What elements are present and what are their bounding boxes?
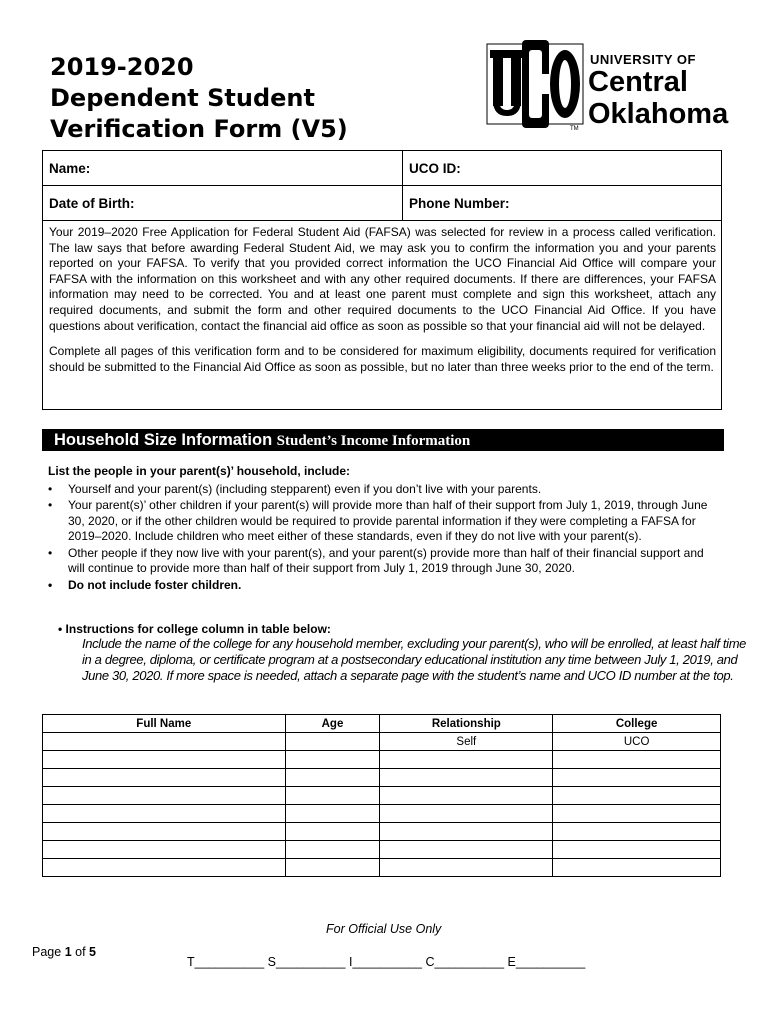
- cell-full-name[interactable]: [43, 841, 286, 859]
- phone-field[interactable]: [403, 186, 722, 221]
- initial-e: E__________: [507, 955, 586, 969]
- cell-age[interactable]: [285, 769, 380, 787]
- cell-age[interactable]: [285, 733, 380, 751]
- college-instructions-body: Include the name of the college for any household member, excluding your parent(s), who will be enrolled, at least half time in a degree, diploma, or certificate program at a postsecondary educational institution any time between July 1, 2019, and June 30, 2020. If more space is needed, attach a separate page with the student’s name and UCO ID number at the top.: [82, 636, 747, 683]
- page-of: of: [75, 945, 86, 959]
- section-title: Household Size Information: [54, 431, 273, 449]
- official-initials: [187, 955, 585, 969]
- header-college: College: [553, 715, 721, 733]
- table-row: [43, 859, 721, 877]
- initial-i: I__________: [348, 955, 422, 969]
- phone-label: Phone Number:: [409, 195, 510, 211]
- student-info-table: [42, 150, 722, 221]
- uco-letter-o: [550, 50, 580, 118]
- cell-age[interactable]: [285, 805, 380, 823]
- household-list: [48, 464, 716, 594]
- intro-paragraph-2: Complete all pages of this verification form and to be considered for maximum eligibility, documents required for verification should be submitted to the Financial Aid Office as soon as possible, but no later than three weeks prior to the end of the term.: [49, 344, 716, 374]
- student-info-row-2: [43, 186, 722, 221]
- uco-logo-mark: [484, 36, 586, 132]
- header-age: Age: [285, 715, 380, 733]
- cell-college[interactable]: [553, 787, 721, 805]
- list-item-no-foster: • Do not include foster children.: [48, 578, 716, 594]
- table-row: [43, 751, 721, 769]
- cell-full-name[interactable]: [43, 823, 286, 841]
- cell-relationship[interactable]: [380, 805, 553, 823]
- table-row: [43, 769, 721, 787]
- cell-relationship[interactable]: [380, 751, 553, 769]
- uco-logo: [484, 36, 744, 132]
- initial-c: C__________: [425, 955, 505, 969]
- cell-college[interactable]: [553, 823, 721, 841]
- section-subtitle: Student’s Income Information: [276, 433, 471, 449]
- cell-full-name[interactable]: [43, 859, 286, 877]
- header-relationship: Relationship: [380, 715, 553, 733]
- cell-age[interactable]: [285, 787, 380, 805]
- list-item: • Yourself and your parent(s) (including stepparent) even if you don’t live with your parents.: [48, 482, 716, 498]
- logo-university-of: UNIVERSITY OF: [590, 52, 696, 67]
- cell-college[interactable]: UCO: [553, 733, 721, 751]
- header-full-name: Full Name: [43, 715, 286, 733]
- cell-college[interactable]: [553, 751, 721, 769]
- uco-id-field[interactable]: [403, 151, 722, 186]
- intro-paragraph-1: Your 2019–2020 Free Application for Federal Student Aid (FAFSA) was selected for review in a process called verification. The law says that before awarding Federal Student Aid, we may ask you to confirm the information you and your parents reported on your FAFSA. To verify that you provided correct information the UCO Financial Aid Office will compare your FAFSA with the information on this worksheet and with any other required documents. If there are differences, your FAFSA information may need to be corrected. You and at least one parent must complete and sign this worksheet, attach any required documents, and submit the form and other required documents to the UCO Financial Aid Office. If you have questions about verification, contact the financial aid office as soon as possible so that your financial aid will not be delayed.: [49, 225, 716, 333]
- table-row: [43, 841, 721, 859]
- list-item: • Other people if they now live with your parent(s), and your parent(s) provide more than half of their financial support and will continue to provide more than half of their support from July 1, 2019 through June 30, 2020.: [48, 546, 716, 577]
- dob-field[interactable]: [43, 186, 403, 221]
- cell-age[interactable]: [285, 823, 380, 841]
- initial-t: T__________: [187, 955, 265, 969]
- uco-letter-c: [522, 40, 551, 128]
- cell-relationship[interactable]: [380, 787, 553, 805]
- cell-relationship[interactable]: [380, 769, 553, 787]
- name-label: Name:: [49, 160, 91, 176]
- student-info-row-1: [43, 151, 722, 186]
- intro-box: [42, 221, 722, 410]
- cell-college[interactable]: [553, 805, 721, 823]
- logo-trademark: TM: [570, 126, 579, 132]
- household-list-heading: List the people in your parent(s)’ household, include:: [48, 464, 351, 478]
- table-row: [43, 823, 721, 841]
- cell-relationship[interactable]: [380, 859, 553, 877]
- page-number: [32, 945, 96, 959]
- page-prefix: Page: [32, 945, 62, 959]
- title-line-form: Verification Form (V5): [50, 115, 348, 143]
- cell-age[interactable]: [285, 841, 380, 859]
- cell-college[interactable]: [553, 769, 721, 787]
- name-field[interactable]: [43, 151, 403, 186]
- initial-s: S__________: [267, 955, 346, 969]
- uco-id-label: UCO ID:: [409, 160, 461, 176]
- table-header-row: [43, 715, 721, 733]
- table-row: [43, 787, 721, 805]
- table-row: [43, 805, 721, 823]
- cell-relationship[interactable]: [380, 823, 553, 841]
- cell-full-name[interactable]: [43, 751, 286, 769]
- title-line-type: Dependent Student: [50, 84, 315, 112]
- section-header: [42, 429, 724, 451]
- title-line-year: 2019-2020: [50, 53, 194, 81]
- cell-relationship[interactable]: Self: [380, 733, 553, 751]
- household-table: [42, 714, 721, 877]
- official-use-label: For Official Use Only: [326, 922, 442, 936]
- cell-full-name[interactable]: [43, 787, 286, 805]
- cell-full-name[interactable]: [43, 733, 286, 751]
- college-instructions-heading: • Instructions for college column in table below:: [58, 622, 331, 636]
- cell-full-name[interactable]: [43, 805, 286, 823]
- page-total: 5: [89, 945, 96, 959]
- list-item: • Your parent(s)’ other children if your parent(s) will provide more than half of their support from July 1, 2019, through June 30, 2020, or if the other children would be required to provide parental information if they were completing a FAFSA for 2019–2020. Include children who meet either of these standards, even if they do not live with your parent(s).: [48, 498, 716, 545]
- logo-oklahoma: Oklahoma: [588, 98, 729, 130]
- cell-age[interactable]: [285, 751, 380, 769]
- cell-full-name[interactable]: [43, 769, 286, 787]
- cell-college[interactable]: [553, 841, 721, 859]
- cell-relationship[interactable]: [380, 841, 553, 859]
- household-list-items: [48, 482, 716, 594]
- page-current: 1: [64, 945, 72, 959]
- logo-central: Central: [588, 66, 688, 98]
- dob-label: Date of Birth:: [49, 195, 135, 211]
- table-row: [43, 733, 721, 751]
- form-title: [50, 52, 348, 145]
- college-instructions: [58, 622, 748, 684]
- cell-age[interactable]: [285, 859, 380, 877]
- cell-college[interactable]: [553, 859, 721, 877]
